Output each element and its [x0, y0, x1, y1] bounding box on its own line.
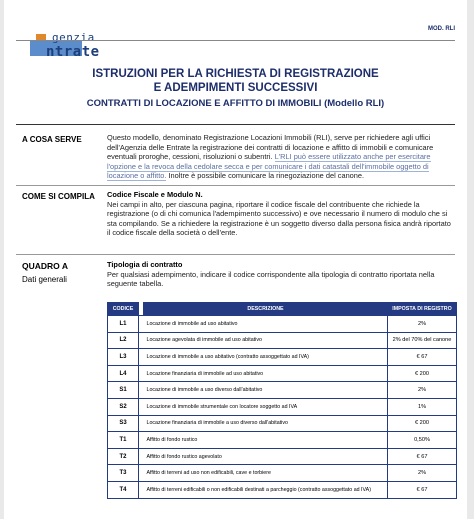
description-cell: Affitto di terreni edificabili o non edificabili destinati a parcheggio (contratto assoggettato ad IVA) — [144, 481, 388, 498]
header-divider — [16, 40, 455, 41]
column-header-descrizione: DESCRIZIONE — [144, 303, 388, 316]
logo-line1: genzia — [52, 31, 95, 44]
title-line2: E ADEMPIMENTI SUCCESSIVI — [153, 82, 318, 94]
table-row — [108, 465, 457, 482]
title-divider — [16, 124, 455, 125]
document-page — [4, 0, 467, 519]
tax-cell: 2% del 70% del canone — [388, 332, 457, 349]
section-label-a-cosa-serve: A COSA SERVE — [22, 135, 82, 144]
description-cell: Affitto di fondo rustico agevolato — [144, 448, 388, 465]
code-cell: T4 — [108, 481, 139, 498]
section-divider — [16, 185, 455, 186]
description-cell: Locazione di immobile strumentale con locatore soggetto ad IVA — [144, 398, 388, 415]
column-header-codice: CODICE — [108, 303, 139, 316]
description-cell: Affitto di fondo rustico — [144, 432, 388, 449]
quadro-a-body: Per qualsiasi adempimento, indicare il codice corrispondente alla tipologia di contratto riportata nella seguente tabella. — [107, 269, 435, 289]
column-header-imposta: IMPOSTA DI REGISTRO — [388, 303, 457, 316]
table-row — [108, 316, 457, 333]
code-cell: L4 — [108, 365, 139, 382]
description-cell: Locazione finanziaria di immobile a uso diverso dall'abitativo — [144, 415, 388, 432]
title-line3: CONTRATTI DI LOCAZIONE E AFFITTO DI IMMOBILI (Modello RLI) — [86, 98, 385, 109]
section-text-a-cosa-serve — [107, 133, 455, 181]
table-row — [108, 432, 457, 449]
tax-cell: 1% — [388, 398, 457, 415]
table-row — [108, 398, 457, 415]
section-sublabel-dati-generali: Dati generali — [22, 275, 67, 284]
description-cell: Locazione di immobile ad uso abitativo — [144, 316, 388, 333]
description-cell: Locazione agevolata di immobile ad uso abitativo — [144, 332, 388, 349]
tax-cell: € 200 — [388, 415, 457, 432]
code-cell: T1 — [108, 432, 139, 449]
code-cell: T3 — [108, 465, 139, 482]
code-cell: L2 — [108, 332, 139, 349]
table-row — [108, 365, 457, 382]
table-row — [108, 415, 457, 432]
table-row — [108, 332, 457, 349]
code-cell: S1 — [108, 382, 139, 399]
tipologia-table — [107, 302, 457, 499]
table-row — [108, 448, 457, 465]
text-after: Inoltre è possibile comunicare la rinegoziazione del canone. — [166, 171, 365, 181]
tax-cell: 2% — [388, 382, 457, 399]
agenzia-entrate-logo — [22, 16, 132, 60]
tax-cell: € 67 — [388, 448, 457, 465]
code-cell: S2 — [108, 398, 139, 415]
text-before: Questo modello, denominato Registrazione Locazioni Immobili (RLI), serve per richiedere agli uffici dell'Agenzia delle Entrate la registrazione dei contratti di locazione e affitto di immobili e comunicare eventuali proroghe, cessioni, risoluzioni o subentri. — [107, 133, 434, 162]
section-divider — [16, 254, 455, 255]
code-cell: S3 — [108, 415, 139, 432]
model-code: MOD. RLI — [428, 26, 455, 32]
section-label-quadro-a: QUADRO A — [22, 261, 68, 271]
description-cell: Affitto di terreni ad uso non edificabili, cave e torbiere — [144, 465, 388, 482]
table-header-row — [108, 303, 457, 316]
tax-cell: € 200 — [388, 365, 457, 382]
title-line1: ISTRUZIONI PER LA RICHIESTA DI REGISTRAZIONE — [92, 68, 379, 80]
subtitle-codice-fiscale: Codice Fiscale e Modulo N. — [107, 190, 203, 199]
code-cell: L1 — [108, 316, 139, 333]
description-cell: Locazione di immobile a uso diverso dall'abitativo — [144, 382, 388, 399]
tax-cell: € 67 — [388, 349, 457, 366]
section-label-come-si-compila: COME SI COMPILA — [22, 192, 95, 201]
tax-cell: € 67 — [388, 481, 457, 498]
come-si-compila-body: Nei campi in alto, per ciascuna pagina, riportare il codice fiscale del contribuente che richiede la registrazione (o di chi comunica l'adempimento successivo) e ove necessario il numero di modulo che si sta compilando. Se a richiedere la registrazione è un soggetto diverso dalla persona fisica andrà riportato il codice fiscale della società o dell'ente. — [107, 199, 451, 238]
section-text-come-si-compila — [107, 190, 455, 238]
table-row — [108, 481, 457, 498]
code-cell: L3 — [108, 349, 139, 366]
table-body — [108, 316, 457, 499]
tax-cell: 2% — [388, 465, 457, 482]
subtitle-tipologia: Tipologia di contratto — [107, 260, 183, 269]
tax-cell: 0,50% — [388, 432, 457, 449]
code-cell: T2 — [108, 448, 139, 465]
description-cell: Locazione di immobile a uso abitativo (contratto assoggettato ad IVA) — [144, 349, 388, 366]
highlighted-text: L'RLI può essere utilizzato anche per esercitare l'opzione e la revoca della cedolare secca e per comunicare i dati catastali dell'immobile oggetto di locazione o affitto. — [107, 152, 431, 181]
description-cell: Locazione finanziaria di immobile ad uso abitativo — [144, 365, 388, 382]
table-row — [108, 382, 457, 399]
table-row — [108, 349, 457, 366]
logo-line2: ntrate — [46, 44, 100, 60]
section-text-quadro-a — [107, 260, 455, 289]
tax-cell: 2% — [388, 316, 457, 333]
